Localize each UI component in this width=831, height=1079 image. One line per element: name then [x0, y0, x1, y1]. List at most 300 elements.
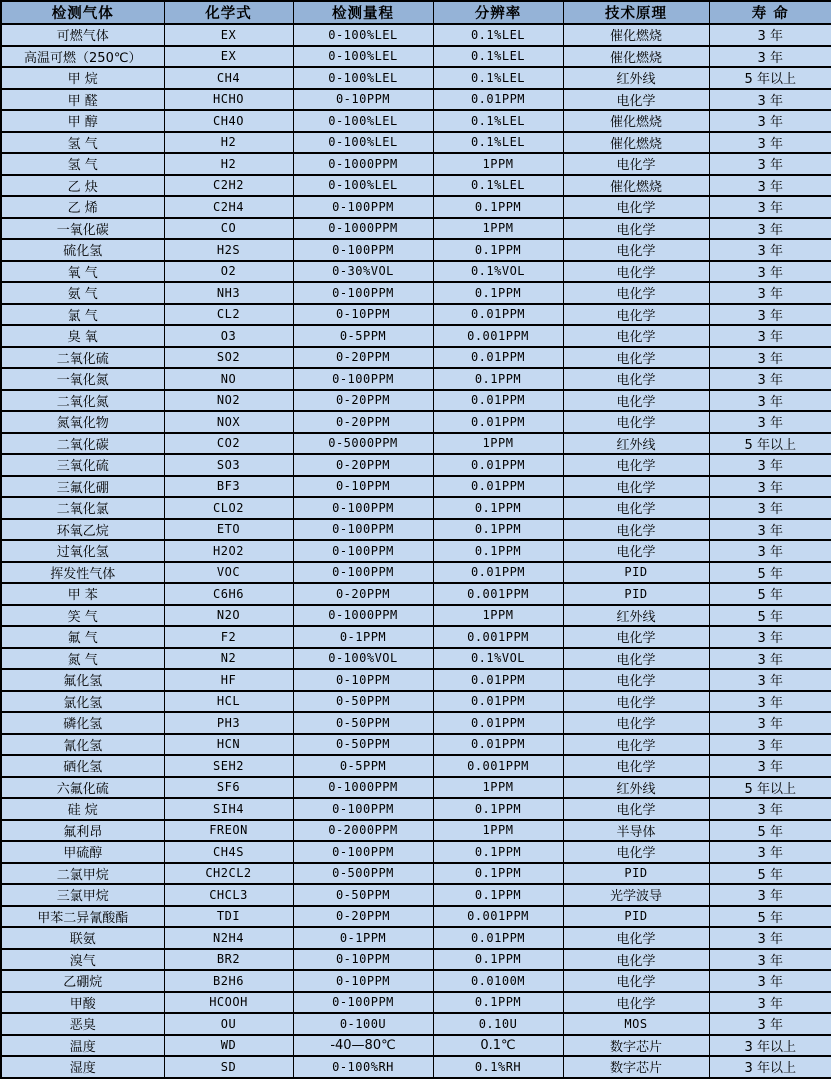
column-header-range: 检测量程: [293, 1, 433, 24]
table-row: [1, 67, 831, 89]
cell-formula: H2: [164, 153, 293, 175]
cell-lifespan: 3 年以上: [709, 1035, 831, 1057]
cell-range: 0-1000PPM: [293, 777, 433, 799]
cell-resolution: 0.1%LEL: [433, 132, 563, 154]
cell-lifespan: 3 年: [709, 798, 831, 820]
cell-lifespan: 5 年: [709, 562, 831, 584]
cell-principle: 电化学: [563, 734, 709, 756]
table-row: [1, 841, 831, 863]
cell-lifespan: 3 年: [709, 411, 831, 433]
cell-lifespan: 3 年: [709, 691, 831, 713]
cell-principle: 电化学: [563, 454, 709, 476]
cell-range: 0-100PPM: [293, 798, 433, 820]
cell-principle: 电化学: [563, 411, 709, 433]
cell-principle: 电化学: [563, 626, 709, 648]
cell-principle: 电化学: [563, 304, 709, 326]
table-row: [1, 820, 831, 842]
cell-gas-name: 挥发性气体: [1, 562, 164, 584]
table-row: [1, 734, 831, 756]
cell-gas-name: 硅 烷: [1, 798, 164, 820]
cell-principle: 电化学: [563, 712, 709, 734]
cell-gas-name: 二氧化硫: [1, 347, 164, 369]
cell-formula: F2: [164, 626, 293, 648]
cell-gas-name: 磷化氢: [1, 712, 164, 734]
cell-principle: PID: [563, 562, 709, 584]
cell-gas-name: 臭 氧: [1, 325, 164, 347]
cell-formula: NH3: [164, 282, 293, 304]
cell-resolution: 0.1PPM: [433, 368, 563, 390]
cell-principle: 数字芯片: [563, 1056, 709, 1078]
cell-lifespan: 5 年: [709, 820, 831, 842]
cell-formula: O2: [164, 261, 293, 283]
cell-range: 0-20PPM: [293, 906, 433, 928]
cell-formula: FREON: [164, 820, 293, 842]
cell-principle: 电化学: [563, 261, 709, 283]
cell-principle: 电化学: [563, 519, 709, 541]
cell-principle: 电化学: [563, 153, 709, 175]
cell-lifespan: 3 年: [709, 46, 831, 68]
cell-gas-name: 甲 苯: [1, 583, 164, 605]
cell-formula: SEH2: [164, 755, 293, 777]
table-row: [1, 261, 831, 283]
cell-gas-name: 甲 醇: [1, 110, 164, 132]
cell-resolution: 0.001PPM: [433, 626, 563, 648]
cell-gas-name: 氮 气: [1, 648, 164, 670]
cell-gas-name: 氨 气: [1, 282, 164, 304]
cell-formula: BR2: [164, 949, 293, 971]
cell-lifespan: 3 年: [709, 626, 831, 648]
cell-range: 0-100PPM: [293, 282, 433, 304]
cell-range: 0-20PPM: [293, 583, 433, 605]
cell-resolution: 0.1%VOL: [433, 261, 563, 283]
cell-principle: 红外线: [563, 67, 709, 89]
table-row: [1, 175, 831, 197]
cell-principle: 电化学: [563, 325, 709, 347]
cell-resolution: 0.01PPM: [433, 712, 563, 734]
table-row: [1, 970, 831, 992]
cell-gas-name: 六氟化硫: [1, 777, 164, 799]
table-row: [1, 325, 831, 347]
cell-range: 0-100%VOL: [293, 648, 433, 670]
column-header-resolution: 分辨率: [433, 1, 563, 24]
cell-range: 0-50PPM: [293, 712, 433, 734]
cell-resolution: 0.1PPM: [433, 239, 563, 261]
cell-formula: B2H6: [164, 970, 293, 992]
cell-lifespan: 3 年: [709, 390, 831, 412]
cell-principle: 电化学: [563, 390, 709, 412]
cell-lifespan: 3 年: [709, 970, 831, 992]
cell-range: 0-100PPM: [293, 239, 433, 261]
cell-principle: 催化燃烧: [563, 132, 709, 154]
cell-gas-name: 甲硫醇: [1, 841, 164, 863]
cell-gas-name: 氯 气: [1, 304, 164, 326]
cell-principle: 电化学: [563, 476, 709, 498]
cell-resolution: 0.1PPM: [433, 841, 563, 863]
table-row: [1, 562, 831, 584]
cell-gas-name: 乙硼烷: [1, 970, 164, 992]
table-row: [1, 196, 831, 218]
cell-lifespan: 5 年以上: [709, 777, 831, 799]
cell-range: 0-1PPM: [293, 927, 433, 949]
cell-lifespan: 3 年: [709, 949, 831, 971]
table-row: [1, 583, 831, 605]
cell-resolution: 0.01PPM: [433, 304, 563, 326]
column-header-formula: 化学式: [164, 1, 293, 24]
table-row: [1, 46, 831, 68]
cell-principle: 电化学: [563, 239, 709, 261]
cell-lifespan: 3 年: [709, 755, 831, 777]
cell-resolution: 1PPM: [433, 605, 563, 627]
cell-range: 0-100PPM: [293, 368, 433, 390]
table-row: [1, 454, 831, 476]
cell-range: 0-100PPM: [293, 841, 433, 863]
cell-formula: H2S: [164, 239, 293, 261]
cell-range: 0-20PPM: [293, 411, 433, 433]
table-row: [1, 755, 831, 777]
cell-range: 0-1000PPM: [293, 605, 433, 627]
cell-gas-name: 三氟化硼: [1, 476, 164, 498]
cell-gas-name: 氟利昂: [1, 820, 164, 842]
column-header-principle: 技术原理: [563, 1, 709, 24]
cell-gas-name: 一氧化氮: [1, 368, 164, 390]
cell-lifespan: 3 年: [709, 476, 831, 498]
cell-resolution: 1PPM: [433, 433, 563, 455]
cell-lifespan: 3 年: [709, 927, 831, 949]
cell-principle: 电化学: [563, 798, 709, 820]
cell-gas-name: 甲 醛: [1, 89, 164, 111]
cell-formula: C2H4: [164, 196, 293, 218]
cell-lifespan: 3 年: [709, 992, 831, 1014]
cell-principle: 催化燃烧: [563, 110, 709, 132]
cell-resolution: 0.1%LEL: [433, 46, 563, 68]
cell-range: 0-50PPM: [293, 691, 433, 713]
cell-resolution: 0.1PPM: [433, 798, 563, 820]
cell-formula: NOX: [164, 411, 293, 433]
cell-formula: C6H6: [164, 583, 293, 605]
cell-principle: 电化学: [563, 648, 709, 670]
cell-gas-name: 二氧化氮: [1, 390, 164, 412]
cell-principle: 光学波导: [563, 884, 709, 906]
cell-range: 0-100PPM: [293, 519, 433, 541]
cell-gas-name: 二氧化碳: [1, 433, 164, 455]
table-row: [1, 863, 831, 885]
cell-lifespan: 3 年: [709, 648, 831, 670]
cell-formula: O3: [164, 325, 293, 347]
cell-formula: HCHO: [164, 89, 293, 111]
cell-formula: CHCL3: [164, 884, 293, 906]
cell-principle: 电化学: [563, 497, 709, 519]
cell-range: 0-10PPM: [293, 476, 433, 498]
table-row: [1, 132, 831, 154]
cell-principle: 红外线: [563, 433, 709, 455]
cell-formula: N2: [164, 648, 293, 670]
cell-principle: 电化学: [563, 347, 709, 369]
cell-gas-name: 硫化氢: [1, 239, 164, 261]
table-row: [1, 712, 831, 734]
cell-resolution: 1PPM: [433, 820, 563, 842]
cell-formula: CH4S: [164, 841, 293, 863]
cell-gas-name: 氮氧化物: [1, 411, 164, 433]
cell-principle: 电化学: [563, 282, 709, 304]
cell-resolution: 0.001PPM: [433, 325, 563, 347]
cell-range: 0-100%LEL: [293, 46, 433, 68]
cell-lifespan: 3 年: [709, 347, 831, 369]
cell-lifespan: 3 年: [709, 497, 831, 519]
cell-principle: PID: [563, 863, 709, 885]
column-header-lifespan: 寿 命: [709, 1, 831, 24]
cell-gas-name: 氢 气: [1, 153, 164, 175]
cell-formula: CO2: [164, 433, 293, 455]
cell-lifespan: 3 年: [709, 734, 831, 756]
table-row: [1, 648, 831, 670]
table-row: [1, 89, 831, 111]
cell-resolution: 0.1PPM: [433, 863, 563, 885]
cell-lifespan: 3 年: [709, 841, 831, 863]
table-row: [1, 691, 831, 713]
cell-gas-name: 硒化氢: [1, 755, 164, 777]
cell-lifespan: 3 年: [709, 132, 831, 154]
cell-principle: 电化学: [563, 970, 709, 992]
cell-range: -40—80℃: [293, 1035, 433, 1057]
cell-resolution: 0.1PPM: [433, 540, 563, 562]
cell-lifespan: 3 年: [709, 454, 831, 476]
cell-principle: 电化学: [563, 841, 709, 863]
cell-lifespan: 5 年: [709, 863, 831, 885]
cell-gas-name: 乙 烯: [1, 196, 164, 218]
cell-lifespan: 3 年: [709, 325, 831, 347]
cell-lifespan: 3 年: [709, 89, 831, 111]
table-row: [1, 798, 831, 820]
cell-gas-name: 温度: [1, 1035, 164, 1057]
cell-formula: CL2: [164, 304, 293, 326]
cell-range: 0-100U: [293, 1013, 433, 1035]
cell-formula: NO: [164, 368, 293, 390]
cell-lifespan: 3 年: [709, 1013, 831, 1035]
cell-lifespan: 3 年: [709, 239, 831, 261]
cell-formula: EX: [164, 24, 293, 46]
cell-formula: PH3: [164, 712, 293, 734]
cell-range: 0-10PPM: [293, 669, 433, 691]
cell-lifespan: 3 年: [709, 261, 831, 283]
table-row: [1, 368, 831, 390]
cell-gas-name: 环氧乙烷: [1, 519, 164, 541]
cell-resolution: 0.01PPM: [433, 390, 563, 412]
cell-lifespan: 3 年: [709, 884, 831, 906]
cell-gas-name: 乙 炔: [1, 175, 164, 197]
cell-range: 0-1000PPM: [293, 218, 433, 240]
table-row: [1, 476, 831, 498]
cell-gas-name: 恶臭: [1, 1013, 164, 1035]
cell-resolution: 0.1PPM: [433, 884, 563, 906]
cell-resolution: 0.1℃: [433, 1035, 563, 1057]
cell-range: 0-500PPM: [293, 863, 433, 885]
cell-formula: CH4O: [164, 110, 293, 132]
cell-principle: 电化学: [563, 992, 709, 1014]
cell-lifespan: 3 年: [709, 175, 831, 197]
cell-resolution: 0.1PPM: [433, 497, 563, 519]
cell-principle: 半导体: [563, 820, 709, 842]
cell-formula: N2H4: [164, 927, 293, 949]
cell-resolution: 0.1%LEL: [433, 175, 563, 197]
table-row: [1, 1035, 831, 1057]
table-row: [1, 110, 831, 132]
cell-range: 0-5PPM: [293, 755, 433, 777]
cell-formula: HCL: [164, 691, 293, 713]
cell-range: 0-100%LEL: [293, 24, 433, 46]
table-row: [1, 605, 831, 627]
cell-gas-name: 氯化氢: [1, 691, 164, 713]
cell-lifespan: 3 年: [709, 153, 831, 175]
cell-resolution: 0.001PPM: [433, 906, 563, 928]
cell-principle: 电化学: [563, 540, 709, 562]
cell-gas-name: 氟 气: [1, 626, 164, 648]
cell-formula: CH4: [164, 67, 293, 89]
cell-resolution: 0.01PPM: [433, 734, 563, 756]
cell-resolution: 0.1%LEL: [433, 67, 563, 89]
cell-resolution: 0.1%RH: [433, 1056, 563, 1078]
cell-formula: CH2CL2: [164, 863, 293, 885]
cell-gas-name: 甲酸: [1, 992, 164, 1014]
cell-formula: H2: [164, 132, 293, 154]
cell-principle: 电化学: [563, 89, 709, 111]
table-header: [1, 1, 831, 24]
cell-principle: 电化学: [563, 196, 709, 218]
cell-resolution: 0.001PPM: [433, 755, 563, 777]
cell-resolution: 0.01PPM: [433, 691, 563, 713]
cell-resolution: 0.0100M: [433, 970, 563, 992]
cell-gas-name: 溴气: [1, 949, 164, 971]
cell-formula: CLO2: [164, 497, 293, 519]
cell-lifespan: 3 年: [709, 218, 831, 240]
table-row: [1, 239, 831, 261]
cell-gas-name: 甲 烷: [1, 67, 164, 89]
cell-lifespan: 3 年: [709, 540, 831, 562]
table-row: [1, 1013, 831, 1035]
cell-principle: 电化学: [563, 949, 709, 971]
cell-principle: PID: [563, 583, 709, 605]
cell-principle: 电化学: [563, 691, 709, 713]
cell-range: 0-10PPM: [293, 949, 433, 971]
table-row: [1, 282, 831, 304]
cell-range: 0-5000PPM: [293, 433, 433, 455]
cell-range: 0-100%LEL: [293, 132, 433, 154]
cell-range: 0-50PPM: [293, 884, 433, 906]
cell-range: 0-100PPM: [293, 497, 433, 519]
table-row: [1, 347, 831, 369]
cell-resolution: 0.1PPM: [433, 992, 563, 1014]
table-row: [1, 519, 831, 541]
cell-formula: HF: [164, 669, 293, 691]
cell-resolution: 1PPM: [433, 218, 563, 240]
cell-principle: 催化燃烧: [563, 46, 709, 68]
header-row: [1, 1, 831, 24]
cell-gas-name: 联氨: [1, 927, 164, 949]
cell-formula: SO3: [164, 454, 293, 476]
cell-range: 0-10PPM: [293, 970, 433, 992]
cell-range: 0-20PPM: [293, 454, 433, 476]
cell-principle: 催化燃烧: [563, 24, 709, 46]
cell-resolution: 0.001PPM: [433, 583, 563, 605]
cell-range: 0-20PPM: [293, 390, 433, 412]
cell-formula: HCOOH: [164, 992, 293, 1014]
cell-range: 0-10PPM: [293, 89, 433, 111]
cell-principle: 电化学: [563, 927, 709, 949]
cell-gas-name: 二氯甲烷: [1, 863, 164, 885]
cell-formula: SF6: [164, 777, 293, 799]
cell-resolution: 0.01PPM: [433, 89, 563, 111]
cell-lifespan: 3 年: [709, 669, 831, 691]
cell-principle: 电化学: [563, 368, 709, 390]
cell-lifespan: 3 年: [709, 24, 831, 46]
cell-gas-name: 笑 气: [1, 605, 164, 627]
cell-principle: 催化燃烧: [563, 175, 709, 197]
cell-formula: H2O2: [164, 540, 293, 562]
cell-formula: CO: [164, 218, 293, 240]
cell-gas-name: 氢 气: [1, 132, 164, 154]
table-row: [1, 884, 831, 906]
cell-lifespan: 3 年: [709, 304, 831, 326]
cell-gas-name: 三氧化硫: [1, 454, 164, 476]
cell-gas-name: 高温可燃（250℃）: [1, 46, 164, 68]
cell-gas-name: 过氧化氢: [1, 540, 164, 562]
cell-principle: 电化学: [563, 755, 709, 777]
cell-range: 0-100PPM: [293, 196, 433, 218]
column-header-gas-name: 检测气体: [1, 1, 164, 24]
cell-gas-name: 三氯甲烷: [1, 884, 164, 906]
cell-formula: ETO: [164, 519, 293, 541]
table-row: [1, 433, 831, 455]
cell-formula: NO2: [164, 390, 293, 412]
table-row: [1, 927, 831, 949]
cell-formula: HCN: [164, 734, 293, 756]
cell-lifespan: 3 年: [709, 712, 831, 734]
cell-gas-name: 一氧化碳: [1, 218, 164, 240]
cell-range: 0-50PPM: [293, 734, 433, 756]
cell-range: 0-100PPM: [293, 992, 433, 1014]
cell-resolution: 1PPM: [433, 153, 563, 175]
cell-range: 0-100%LEL: [293, 67, 433, 89]
cell-formula: OU: [164, 1013, 293, 1035]
cell-gas-name: 可燃气体: [1, 24, 164, 46]
cell-resolution: 0.1%VOL: [433, 648, 563, 670]
table-row: [1, 24, 831, 46]
cell-lifespan: 5 年以上: [709, 67, 831, 89]
table-body: [1, 24, 831, 1078]
cell-gas-name: 氧 气: [1, 261, 164, 283]
cell-range: 0-1PPM: [293, 626, 433, 648]
cell-lifespan: 5 年: [709, 906, 831, 928]
cell-formula: BF3: [164, 476, 293, 498]
cell-formula: VOC: [164, 562, 293, 584]
cell-formula: N2O: [164, 605, 293, 627]
cell-range: 0-2000PPM: [293, 820, 433, 842]
cell-lifespan: 3 年: [709, 282, 831, 304]
cell-principle: 数字芯片: [563, 1035, 709, 1057]
cell-lifespan: 3 年: [709, 110, 831, 132]
cell-lifespan: 5 年以上: [709, 433, 831, 455]
cell-lifespan: 3 年: [709, 196, 831, 218]
cell-range: 0-100%RH: [293, 1056, 433, 1078]
cell-gas-name: 甲苯二异氰酸酯: [1, 906, 164, 928]
cell-resolution: 0.1%LEL: [433, 24, 563, 46]
cell-resolution: 0.01PPM: [433, 927, 563, 949]
table-row: [1, 304, 831, 326]
cell-lifespan: 5 年: [709, 605, 831, 627]
cell-gas-name: 二氧化氯: [1, 497, 164, 519]
cell-range: 0-100%LEL: [293, 110, 433, 132]
table-row: [1, 949, 831, 971]
cell-range: 0-100PPM: [293, 562, 433, 584]
